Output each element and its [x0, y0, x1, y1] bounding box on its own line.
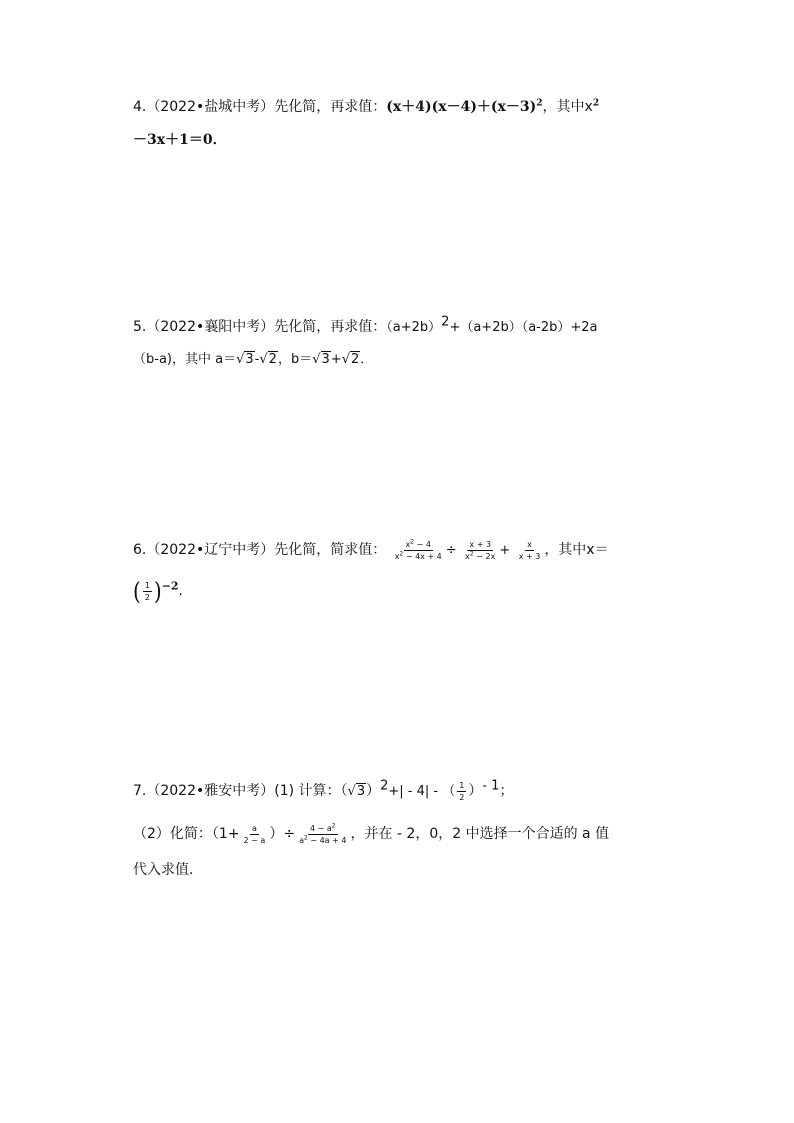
- close-paren: ）: [366, 783, 381, 799]
- sqrt-sign: √: [347, 784, 356, 799]
- bullet: •: [196, 542, 205, 558]
- fraction-a: [242, 823, 268, 846]
- denominator: 2 − a: [243, 835, 266, 845]
- problem-7-source: 雅安中考）(1) 计算：（: [204, 783, 348, 799]
- den-rest: − 4a + 4: [307, 835, 347, 845]
- minus-sign: -: [254, 352, 260, 367]
- problem-5-source: 襄阳中考）先化简，再求值：: [204, 319, 387, 335]
- den-base: x: [394, 551, 400, 561]
- den-rest: − 4x + 4: [403, 551, 442, 561]
- exponent: 2: [592, 98, 600, 109]
- divide-sign: ÷: [445, 543, 457, 558]
- problem-7-number: 7.（2022: [133, 783, 196, 799]
- problem-7-instruction: ，并在 - 2，0，2 中选择一个合适的 a 值: [350, 826, 610, 842]
- problem-5-condition: （b-a)，其中 a＝: [133, 352, 237, 367]
- radicand: 2: [351, 352, 360, 367]
- plus-sign: +: [499, 543, 511, 558]
- sqrt-3: [236, 350, 255, 370]
- denominator: x + 3: [518, 551, 541, 561]
- problem-6-source: 辽宁中考）先化简，简求值：: [204, 542, 387, 558]
- numerator: x + 3: [469, 539, 492, 549]
- sqrt-sign: √: [341, 352, 350, 367]
- numerator: a: [251, 823, 257, 833]
- sqrt-sign: √: [312, 352, 321, 367]
- problem-7-line-3: [133, 860, 203, 880]
- exponent: 2: [536, 98, 543, 109]
- problem-4-number: 4.（2022: [133, 99, 196, 115]
- problem-4-condition-cont: －3x＋1＝0．: [133, 132, 227, 148]
- exponent: 2: [441, 314, 450, 330]
- fraction-b: [297, 823, 348, 846]
- sqrt-3: [348, 777, 367, 807]
- problem-7-line-1: [133, 776, 513, 807]
- left-paren: (: [133, 576, 141, 606]
- bullet: •: [196, 99, 205, 115]
- exponent: 2: [331, 821, 336, 829]
- sqrt-2: [342, 350, 361, 370]
- exponent: 2: [469, 549, 474, 557]
- fraction-2: [463, 539, 497, 562]
- problem-4-line-1: [133, 97, 599, 117]
- sqrt-sign: √: [259, 352, 268, 367]
- exponent: 2: [410, 537, 415, 545]
- bullet: •: [196, 783, 205, 799]
- sqrt-sign: √: [236, 352, 245, 367]
- den-rest: − 2x: [473, 551, 496, 561]
- radicand: 3: [321, 352, 330, 367]
- exponent: 2: [380, 778, 389, 794]
- period: ．: [360, 352, 374, 367]
- numerator: x: [527, 539, 532, 549]
- problem-7-part-2: （2）化简：（1+: [133, 826, 240, 842]
- bullet: •: [196, 319, 205, 335]
- problem-7-line-2: [133, 819, 609, 849]
- problem-6-line-2: [133, 576, 183, 607]
- numerator: 1: [459, 780, 465, 790]
- num-base: 4 − a: [309, 823, 332, 833]
- exponent: - 1: [482, 778, 500, 794]
- abs-expression: +| - 4| - （: [388, 784, 456, 799]
- den-base: a: [299, 835, 304, 845]
- close-paren: ）: [468, 783, 483, 799]
- fraction-1: [393, 539, 444, 562]
- problem-5-expression-cont: +（a+2b）（a-2b）+2a: [449, 320, 598, 335]
- denominator: [297, 835, 348, 846]
- divide-sign: ）÷: [269, 826, 296, 842]
- denominator: 2: [459, 792, 465, 802]
- fraction-half: [457, 780, 466, 803]
- problem-5-line-2: [133, 349, 373, 370]
- numerator: 1: [144, 580, 150, 590]
- radicand: 2: [268, 352, 277, 367]
- sqrt-3: [312, 350, 331, 370]
- problem-7-instruction-cont: 代入求值．: [133, 862, 203, 878]
- fraction-3: [517, 539, 543, 562]
- den-base: x: [465, 551, 470, 561]
- num-rest: − 4: [414, 539, 431, 549]
- denominator: 2: [144, 592, 150, 602]
- problem-4-source: 盐城中考）先化简，再求值：: [204, 99, 387, 115]
- exponent: 2: [303, 833, 308, 841]
- problem-6-condition: ，其中x＝: [544, 542, 609, 558]
- problem-5-line-1: [133, 314, 598, 338]
- problem-4-line-2: [133, 130, 227, 150]
- fraction-half: [143, 580, 152, 603]
- problem-5-condition-b: ，b＝: [277, 352, 313, 367]
- period: .: [178, 584, 183, 599]
- problem-4-condition: ，其中x: [542, 99, 593, 115]
- problem-6-line-1: [133, 535, 609, 566]
- problem-5-number: 5.（2022: [133, 319, 196, 335]
- problem-6-number: 6.（2022: [133, 542, 196, 558]
- plus-sign: +: [330, 352, 342, 367]
- numerator: [308, 823, 338, 835]
- problem-4-expression: (x＋4)(x－4)＋(x－3): [386, 99, 537, 115]
- denominator: [463, 551, 497, 562]
- radicand: 3: [245, 352, 254, 367]
- exponent: −2: [161, 579, 179, 593]
- exponent: 2: [399, 549, 404, 557]
- denominator: [393, 551, 444, 562]
- numerator: [404, 539, 433, 551]
- num-base: x: [405, 539, 411, 549]
- radicand: 3: [356, 784, 366, 799]
- right-paren: ): [153, 576, 162, 606]
- problem-5-expression: （a+2b）: [386, 320, 442, 335]
- semicolon: ；: [499, 783, 514, 799]
- sqrt-2: [259, 350, 278, 370]
